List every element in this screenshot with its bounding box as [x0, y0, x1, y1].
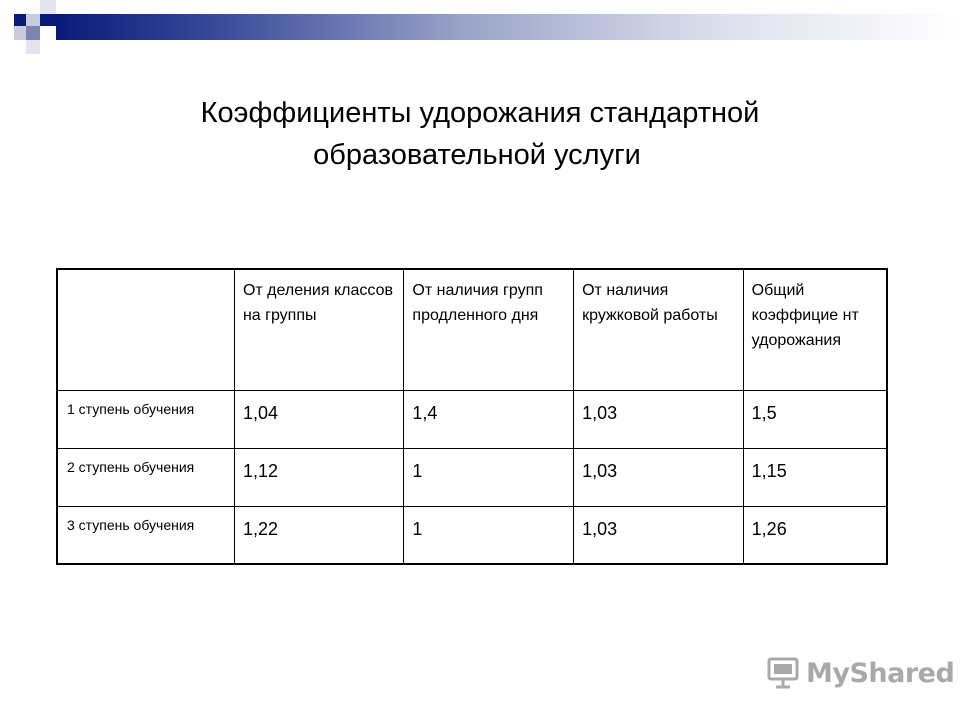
row-label: 2 ступень обучения [57, 448, 234, 506]
table-cell: 1,03 [574, 506, 744, 564]
table-cell: 1,12 [234, 448, 403, 506]
row-label: 3 ступень обучения [57, 506, 234, 564]
slide-title [0, 92, 960, 176]
table-header-row [57, 269, 887, 390]
header-cell-total: Общий коэффицие нт удорожания [743, 269, 887, 390]
slide-title-line-2: образовательной услуги [313, 139, 641, 171]
coefficients-table [56, 268, 888, 565]
table-cell: 1,04 [234, 390, 403, 448]
table-cell: 1,5 [743, 390, 887, 448]
table-row [57, 448, 887, 506]
table-cell: 1,15 [743, 448, 887, 506]
watermark-text: MyShared [806, 658, 955, 689]
header-cell-extended-day: От наличия групп продленного дня [404, 269, 574, 390]
presentation-board-icon [766, 656, 800, 690]
header-cell-class-division: От деления классов на группы [234, 269, 403, 390]
header-gradient-bar [56, 14, 960, 40]
table-cell: 1,26 [743, 506, 887, 564]
table-row [57, 390, 887, 448]
header-cell-empty [57, 269, 234, 390]
table-cell: 1,03 [574, 390, 744, 448]
myshared-watermark [766, 656, 955, 692]
table-cell: 1,03 [574, 448, 744, 506]
table-cell: 1 [404, 506, 574, 564]
header-cell-clubs: От наличия кружковой работы [574, 269, 744, 390]
slide-title-line-1: Коэффициенты удорожания стандартной [200, 97, 760, 129]
table-cell: 1,22 [234, 506, 403, 564]
table-row [57, 506, 887, 564]
table-cell: 1 [404, 448, 574, 506]
row-label: 1 ступень обучения [57, 390, 234, 448]
table-cell: 1,4 [404, 390, 574, 448]
